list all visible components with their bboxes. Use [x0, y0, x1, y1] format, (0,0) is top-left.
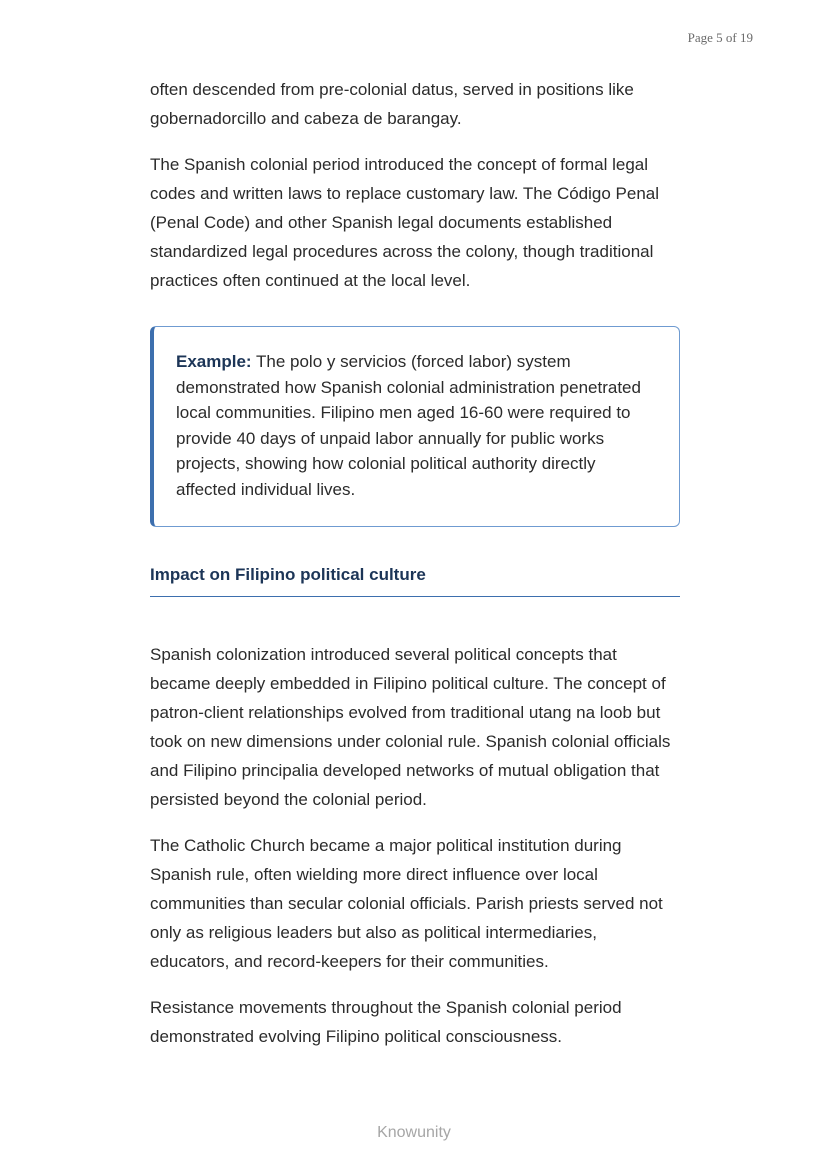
paragraph: Resistance movements throughout the Spanish colonial period demonstrated evolving Filipino political consciousness.: [150, 998, 622, 1046]
document-content: [150, 75, 680, 1068]
paragraph: The Catholic Church became a major political institution during Spanish rule, often wielding more direct influence over local communities than secular colonial officials. Parish priests served not only as religious leaders but also as political intermediaries, educators, and record-keepers for their communities.: [150, 836, 663, 971]
example-callout: [150, 326, 680, 527]
paragraph: Spanish colonization introduced several political concepts that became deeply embedded in Filipino political culture. The concept of patron-client relationships evolved from traditional utang na loob but took on new dimensions under colonial rule. Spanish colonial officials and Filipino principalia developed networks of mutual obligation that persisted beyond the colonial period.: [150, 645, 671, 809]
paragraph: The Spanish colonial period introduced the concept of formal legal codes and written laws to replace customary law. The Código Penal (Penal Code) and other Spanish legal documents established standardized legal procedures across the colony, though traditional practices often continued at the local level.: [150, 155, 660, 290]
page-number: Page 5 of 19: [687, 30, 753, 45]
example-label: Example:: [176, 352, 252, 371]
example-body: The polo y servicios (forced labor) system demonstrated how Spanish colonial administration penetrated local communities. Filipino men aged 16-60 were required to provide 40 days of unpaid labor annually for public works projects, showing how colonial political authority directly affected individual lives.: [176, 352, 641, 499]
paragraph: often descended from pre-colonial datus, served in positions like gobernadorcillo and cabeza de barangay.: [150, 80, 634, 128]
section-heading: Impact on Filipino political culture: [150, 565, 680, 597]
footer-brand: Knowunity: [377, 1124, 451, 1141]
example-text: [176, 349, 657, 502]
